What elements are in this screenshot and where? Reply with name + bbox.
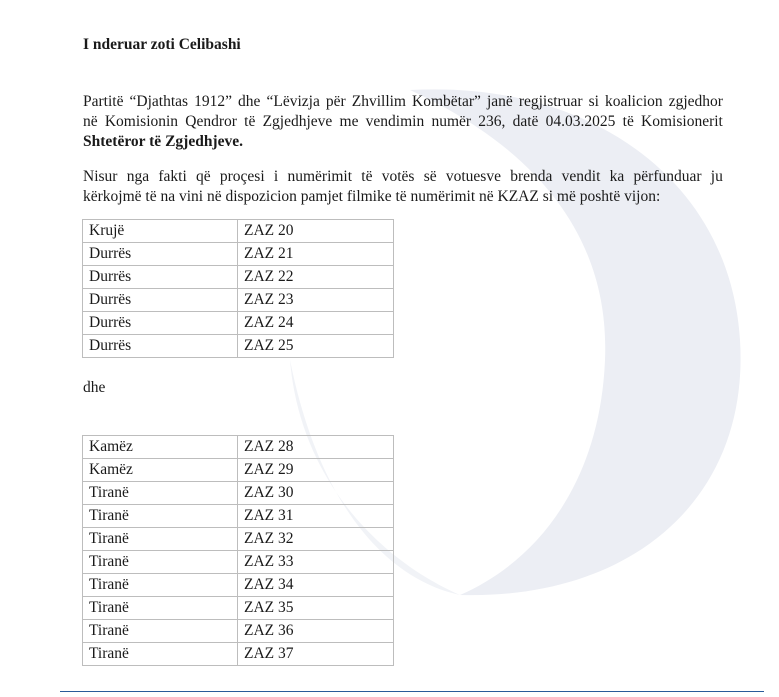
paragraph-coalition-registration [83,92,723,152]
paragraph2-line2: kërkojmë të na vini në dispozicion pamjet filmike të numërimit në KZAZ si më poshtë vijon: [83,188,661,205]
word: nga [126,168,150,185]
place-cell: Durrës [83,335,238,358]
place-cell: Durrës [83,289,238,312]
word: së [423,168,437,185]
word: Qendror [185,113,237,130]
place-cell: Durrës [83,243,238,266]
word: për [325,93,346,110]
paragraph2-line1 [83,167,723,187]
word: Zhvillim [351,93,406,110]
table-row [83,266,394,289]
place-cell: Tiranë [83,597,238,620]
word: koalicion [604,93,663,110]
word: përfunduar [633,168,702,185]
paragraph1-line1 [83,92,723,112]
place-cell: Durrës [83,266,238,289]
footer-divider [60,691,764,692]
salutation: I nderuar zoti Celibashi [83,36,241,53]
word: votuesve [445,168,501,185]
word: “Lëvizja [266,93,320,110]
zone-cell: ZAZ 21 [238,243,394,266]
word: 1912” [194,93,232,110]
word: që [196,168,211,185]
zone-cell: ZAZ 37 [238,643,394,666]
conjunction-text: dhe [83,379,106,396]
place-cell: Durrës [83,312,238,335]
zone-cell: ZAZ 36 [238,620,394,643]
table-row [83,482,394,505]
word: datë [512,113,539,130]
table-row [83,528,394,551]
zones-table-2 [82,435,394,666]
word: i [273,168,279,185]
word: regjistruar [518,93,583,110]
word: të [622,113,634,130]
table-row [83,289,394,312]
word: Komisionin [104,113,179,130]
word: si [588,93,599,110]
word: “Djathtas [129,93,189,110]
table-row [83,220,394,243]
table-row [83,436,394,459]
table-row [83,459,394,482]
word: fakti [158,168,187,185]
paragraph1-line2 [83,112,723,132]
zone-cell: ZAZ 32 [238,528,394,551]
zone-cell: ZAZ 20 [238,220,394,243]
place-cell: Tiranë [83,528,238,551]
word: vendimin [365,113,425,130]
place-cell: Kamëz [83,436,238,459]
word: votës [381,168,415,185]
paragraph1-line3: Shtetëror të Zgjedhjeve. [83,133,243,150]
zone-cell: ZAZ 29 [238,459,394,482]
word: numërimit [287,168,353,185]
place-cell: Krujë [83,220,238,243]
word: vendit [561,168,601,185]
word: Partitë [83,93,124,110]
word: në [83,113,98,130]
word: Zgjedhjeve [262,113,333,130]
word: ju [710,168,723,185]
zone-cell: ZAZ 35 [238,597,394,620]
zone-cell: ZAZ 33 [238,551,394,574]
word: me [339,113,359,130]
zone-cell: ZAZ 25 [238,335,394,358]
word: 04.03.2025 [545,113,616,130]
word: zgjedhor [668,93,723,110]
word: ka [609,168,625,185]
zone-cell: ZAZ 31 [238,505,394,528]
place-cell: Tiranë [83,643,238,666]
word: 236, [478,113,506,130]
table-row [83,551,394,574]
word: proçesi [219,168,265,185]
zones-table-1 [82,219,394,358]
word: Kombëtar” [412,93,481,110]
table-row [83,335,394,358]
word: të [244,113,256,130]
table-row [83,505,394,528]
zone-cell: ZAZ 30 [238,482,394,505]
word: brenda [510,168,553,185]
table-row [83,643,394,666]
place-cell: Tiranë [83,505,238,528]
table-row [83,597,394,620]
table-row [83,574,394,597]
place-cell: Tiranë [83,482,238,505]
word: Nisur [83,168,118,185]
zone-cell: ZAZ 23 [238,289,394,312]
table-row [83,620,394,643]
word: Komisionerit [641,113,723,130]
word: dhe [238,93,261,110]
zone-cell: ZAZ 24 [238,312,394,335]
zone-cell: ZAZ 34 [238,574,394,597]
table-row [83,312,394,335]
place-cell: Tiranë [83,574,238,597]
word: numër [431,113,472,130]
zone-cell: ZAZ 22 [238,266,394,289]
place-cell: Tiranë [83,620,238,643]
place-cell: Kamëz [83,459,238,482]
word: të [361,168,373,185]
table-row [83,243,394,266]
place-cell: Tiranë [83,551,238,574]
word: janë [486,93,513,110]
paragraph-request [83,167,723,207]
zone-cell: ZAZ 28 [238,436,394,459]
